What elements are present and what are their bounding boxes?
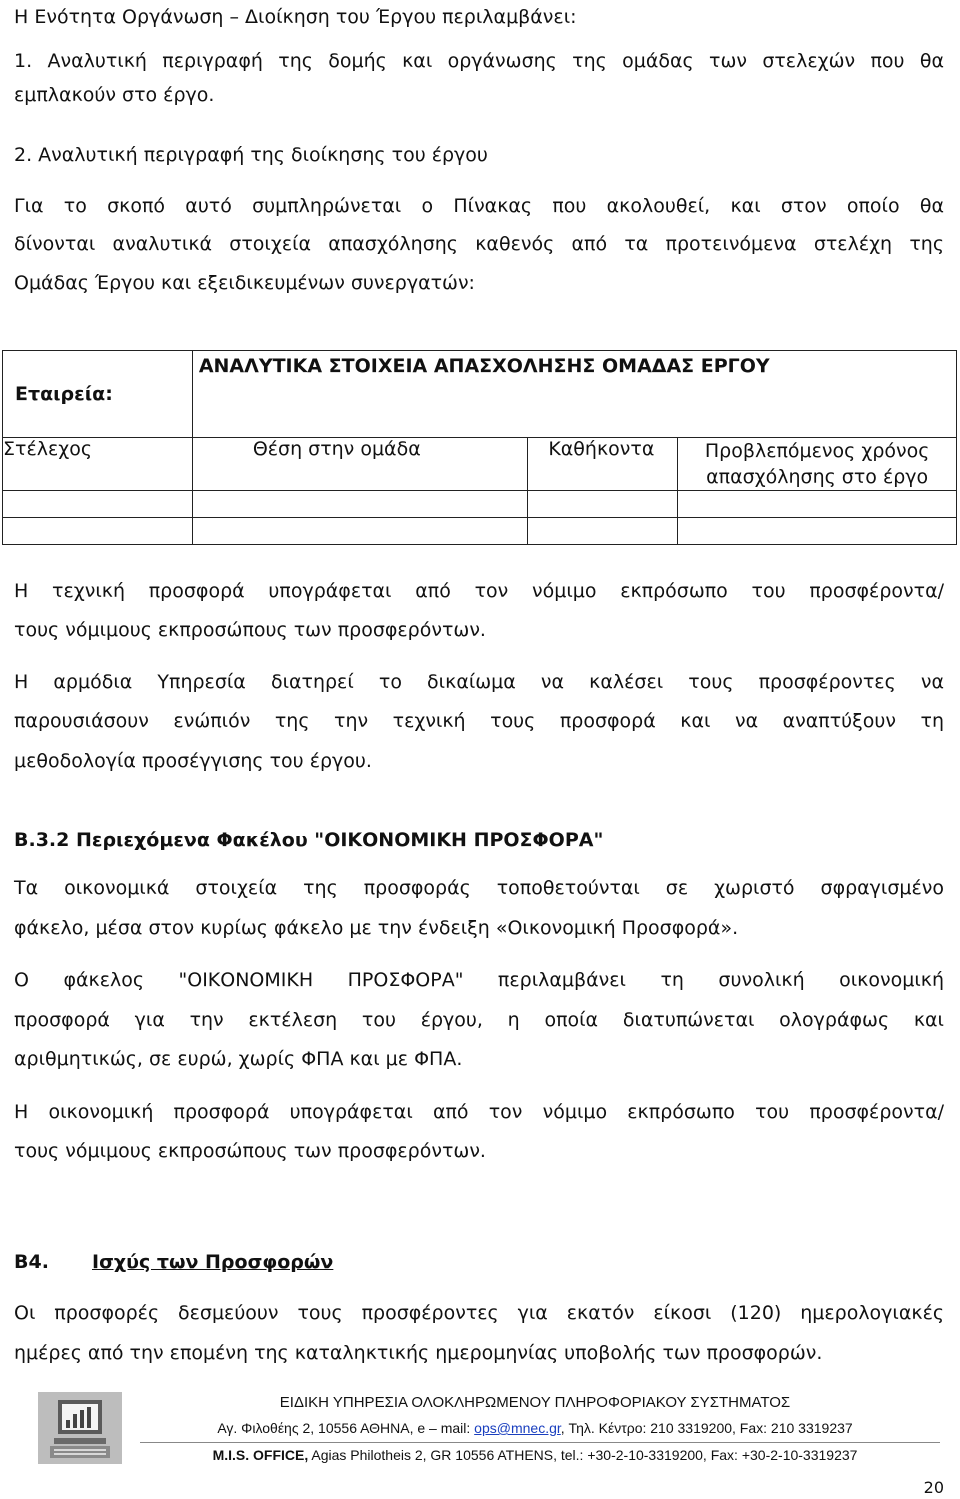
list-item-2: 2. Αναλυτική περιγραφή της διοίκησης του έργου	[14, 144, 488, 166]
section-title: Ισχύς των Προσφορών	[92, 1251, 334, 1273]
paragraph: Ο φάκελος "ΟΙΚΟΝΟΜΙΚΗ ΠΡΟΣΦΟΡΑ" περιλαμβάνει τη συνολική οικονομική	[14, 969, 944, 991]
footer-address-text: Αγ. Φιλοθέης 2, 10556 ΑΘΗΝΑ, e – mail:	[217, 1420, 475, 1436]
paragraph: Η οικονομική προσφορά υπογράφεται από τον νόμιμο εκπρόσωπο του προσφέροντα/	[14, 1101, 944, 1123]
table-cell[interactable]	[3, 491, 193, 518]
paragraph: προσφορά για την εκτέλεση του έργου, η οποία διατυπώνεται ολογράφως και	[14, 1009, 944, 1031]
computer-chart-logo-icon	[36, 1390, 124, 1466]
section-heading-b32: Β.3.2 Περιεχόμενα Φακέλου "ΟΙΚΟΝΟΜΙΚΗ ΠΡΟΣΦΟΡΑ"	[14, 829, 604, 851]
footer-phone-text: , Τηλ. Κέντρο: 210 3319200, Fax: 210 3319237	[560, 1420, 853, 1436]
column-header-duties: Καθήκοντα	[528, 438, 678, 491]
paragraph: δίνονται αναλυτικά στοιχεία απασχόλησης καθενός από τα προτεινόμενα στελέχη της	[14, 233, 944, 255]
table-cell[interactable]	[678, 491, 957, 518]
paragraph: αριθμητικώς, σε ευρώ, χωρίς ΦΠΑ και με ΦΠΑ.	[14, 1048, 463, 1070]
column-header-position: Θέση στην ομάδα	[192, 438, 528, 491]
paragraph: Οι προσφορές δεσμεύουν τους προσφέροντες για εκατόν είκοσι (120) ημερολογιακές	[14, 1302, 944, 1324]
list-item-1-cont: εμπλακούν στο έργο.	[14, 84, 215, 106]
table-cell[interactable]	[678, 518, 957, 545]
footer-office-name: M.I.S. OFFICE,	[212, 1447, 309, 1463]
column-header-staff: Στέλεχος	[3, 438, 193, 491]
table-row	[3, 518, 957, 545]
paragraph: Τα οικονομικά στοιχεία της προσφοράς τοποθετούνται σε χωριστό σφραγισμένο	[14, 877, 944, 899]
paragraph: μεθοδολογία προσέγγισης του έργου.	[14, 750, 372, 772]
company-label: Εταιρεία:	[3, 351, 193, 438]
table-cell[interactable]	[528, 491, 678, 518]
paragraph: τους νόμιμους εκπροσώπους των προσφερόντων.	[14, 1140, 486, 1162]
footer-divider	[140, 1442, 940, 1443]
section-number: Β4.	[14, 1251, 49, 1273]
footer-address-en	[130, 1447, 940, 1463]
staff-schedule-table	[2, 350, 957, 545]
paragraph: φάκελο, μέσα στον κυρίως φάκελο με την ένδειξη «Οικονομική Προσφορά».	[14, 917, 739, 939]
table-cell[interactable]	[192, 491, 528, 518]
section-heading-b4	[14, 1243, 944, 1282]
paragraph: παρουσιάσουν ενώπιόν της την τεχνική τους προσφορά και να αναπτύξουν τη	[14, 710, 944, 732]
column-header-time: Προβλεπόμενος χρόνος απασχόλησης στο έργο	[678, 438, 957, 491]
page-number: 20	[923, 1478, 944, 1497]
paragraph: Για το σκοπό αυτό συμπληρώνεται ο Πίνακας που ακολουθεί, και στον οποίο θα	[14, 195, 944, 217]
table-row	[3, 491, 957, 518]
table-title: ΑΝΑΛΥΤΙΚΑ ΣΤΟΙΧΕΙΑ ΑΠΑΣΧΟΛΗΣΗΣ ΟΜΑΔΑΣ ΕΡΓΟΥ	[192, 351, 956, 438]
table-cell[interactable]	[3, 518, 193, 545]
intro-line: Η Ενότητα Οργάνωση – Διοίκηση του Έργου περιλαμβάνει:	[14, 6, 577, 28]
paragraph: Η τεχνική προσφορά υπογράφεται από τον νόμιμο εκπρόσωπο του προσφέροντα/	[14, 580, 944, 602]
footer-address-en-text: Agias Philotheis 2, GR 10556 ATHENS, tel.: +30-2-10-3319200, Fax: +30-2-10-3319237	[308, 1447, 858, 1463]
table-cell[interactable]	[192, 518, 528, 545]
footer-address-gr	[130, 1420, 940, 1436]
email-link[interactable]: ops@mnec.gr	[474, 1420, 561, 1436]
page-footer	[0, 1390, 960, 1470]
list-item-1: 1. Αναλυτική περιγραφή της δομής και οργάνωσης της ομάδας των στελεχών που θα	[14, 50, 944, 72]
footer-org-name: ΕΙΔΙΚΗ ΥΠΗΡΕΣΙΑ ΟΛΟΚΛΗΡΩΜΕΝΟΥ ΠΛΗΡΟΦΟΡΙΑΚΟΥ ΣΥΣΤΗΜΑΤΟΣ	[279, 1394, 791, 1411]
table-cell[interactable]	[528, 518, 678, 545]
paragraph: Ομάδας Έργου και εξειδικευμένων συνεργατών:	[14, 272, 475, 294]
paragraph: τους νόμιμους εκπροσώπους των προσφερόντων.	[14, 619, 486, 641]
paragraph: ημέρες από την επομένη της καταληκτικής ημερομηνίας υποβολής των προσφορών.	[14, 1342, 823, 1364]
paragraph: Η αρμόδια Υπηρεσία διατηρεί το δικαίωμα να καλέσει τους προσφέροντες να	[14, 671, 944, 693]
